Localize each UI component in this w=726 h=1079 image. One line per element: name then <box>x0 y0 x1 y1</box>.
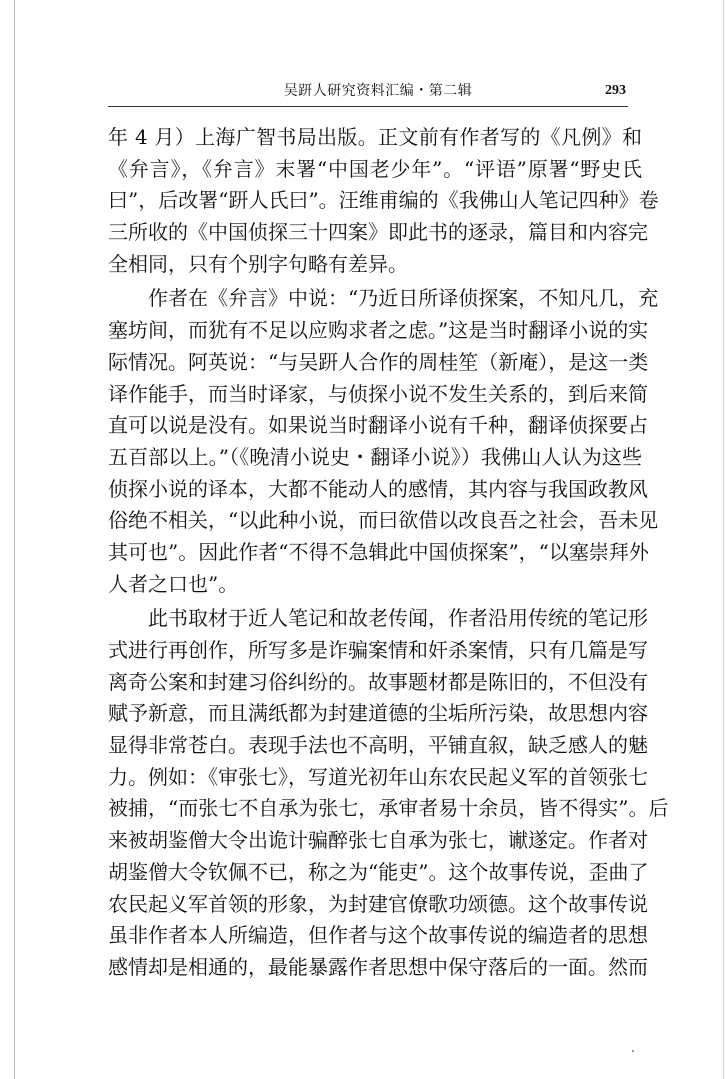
text-line: 曰”，后改署“趼人氏曰”。汪维甫编的《我佛山人笔记四种》卷 <box>108 188 659 213</box>
text-line: 塞坊间，而犹有不足以应购求者之虑。”这是当时翻译小说的实 <box>108 318 649 343</box>
text-line: 直可以说是没有。如果说当时翻译小说有千种，翻译侦探要占 <box>108 413 648 438</box>
text-line: 农民起义军首领的形象，为封建官僚歌功颂德。这个故事传说 <box>108 891 648 916</box>
text-line: 胡鉴僧大令钦佩不已，称之为“能吏”。这个故事传说，歪曲了 <box>108 859 649 884</box>
header-title: 吴趼人研究资料汇编・第二辑 <box>283 83 473 99</box>
text-line: 赋予新意，而且满纸都为封建道德的尘垢所污染，故思想内容 <box>108 701 648 726</box>
text-line: 离奇公案和封建习俗纠纷的。故事题材都是陈旧的，不但没有 <box>108 669 648 694</box>
text-body <box>108 122 669 984</box>
text-line: 式进行再创作，所写多是诈骗案情和奸杀案情，只有几篇是写 <box>108 638 648 662</box>
running-header <box>108 80 628 102</box>
text-line: 年 4 月）上海广智书局出版。正文前有作者写的《凡例》和 <box>108 125 642 149</box>
text-line: 全相同，只有个别字句略有差异。 <box>108 251 408 276</box>
text-line: 际情况。阿英说：“与吴趼人合作的周桂笙（新庵），是这一类 <box>108 349 649 374</box>
text-line: 力。例如：《审张七》，写道光初年山东农民起义军的首领张七 <box>108 764 648 789</box>
text-line: 来被胡鉴僧大令出诡计骗醉张七自承为张七，谳遂定。作者对 <box>108 828 648 853</box>
text-line: 人者之口也”。 <box>108 571 239 596</box>
header-rule <box>108 106 628 107</box>
page-number: 293 <box>605 83 626 98</box>
text-line: 作者在《弁言》中说：“乃近日所译侦探案，不知凡几，充 <box>148 286 659 311</box>
text-line: 此书取材于近人笔记和故老传闻，作者沿用传统的笔记形 <box>148 606 648 631</box>
text-line: 侦探小说的译本，大都不能动人的感情，其内容与我国政教风 <box>108 476 648 501</box>
text-line: 俗绝不相关，“以此种小说，而曰欲借以改良吾之社会，吾未见 <box>108 508 659 533</box>
text-line: 被捕，“而张七不自承为张七，承审者易十余员，皆不得实”。后 <box>108 796 669 821</box>
text-line: 五百部以上。”（《晚清小说史・翻译小说》）我佛山人认为这些 <box>108 444 642 469</box>
text-line: 《弁言》，《弁言》末署“中国老少年”。“评语”原署“野史氏 <box>108 156 642 181</box>
text-line: 感情却是相通的，最能暴露作者思想中保守落后的一面。然而 <box>108 954 648 979</box>
text-line: 虽非作者本人所编造，但作者与这个故事传说的编造者的思想 <box>108 923 648 948</box>
text-line: 三所收的《中国侦探三十四案》即此书的逐录，篇目和内容完 <box>108 220 648 245</box>
text-line: 显得非常苍白。表现手法也不高明，平铺直叙，缺乏感人的魅 <box>108 733 648 758</box>
scan-speck <box>632 1050 634 1052</box>
text-line: 译作能手，而当时译家，与侦探小说不发生关系的，到后来简 <box>108 381 648 406</box>
text-line: 其可也”。因此作者“不得不急辑此中国侦探案”，“以塞崇拜外 <box>108 539 649 564</box>
